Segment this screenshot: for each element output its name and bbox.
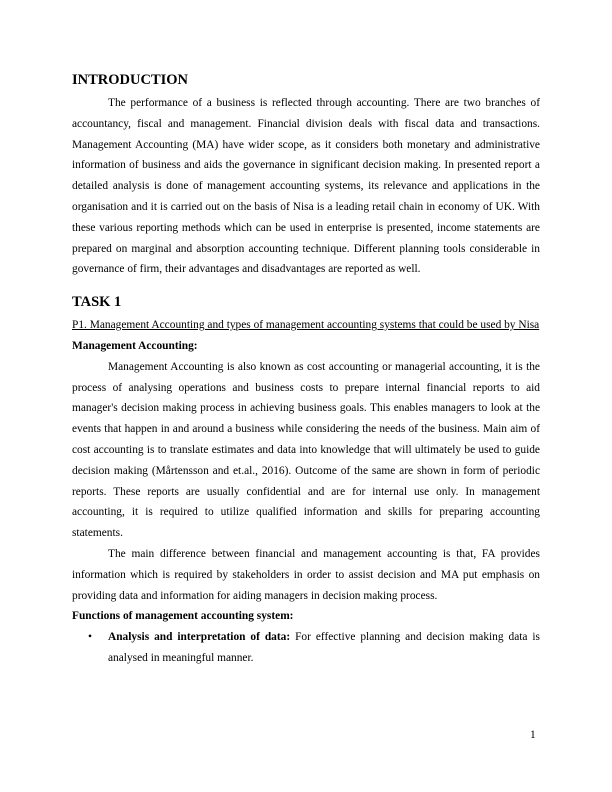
functions-heading: Functions of management accounting system: — [72, 610, 294, 623]
management-accounting-heading: Management Accounting: — [72, 339, 198, 352]
introduction-heading: INTRODUCTION — [72, 72, 189, 88]
page-number: 1 — [530, 729, 536, 741]
bullet-icon: • — [88, 631, 92, 644]
introduction-paragraph: The performance of a business is reflected through accounting. There are two branches of accountancy, fiscal and management. Financial division deals with fiscal data and transactions. Management Accounting (MA) have wider scope, as it considers both monetary and administrative information of business and aids the governance in significant decision making. In presented report a detailed analysis is done of management accounting systems, its relevance and applications in the organisation and it is carried out on the basis of Nisa is a leading retail chain in economy of UK. With these various reporting methods which can be used in enterprise is presented, income statements are prepared on marginal and absorption accounting technique. Different planning tools considerable in governance of firm, their advantages and disadvantages are reported as well. — [72, 97, 540, 276]
task-1-subtitle: P1. Management Accounting and types of management accounting systems that could be used by Nisa — [72, 319, 540, 332]
function-title: Analysis and interpretation of data: — [108, 631, 291, 644]
functions-list-item — [72, 627, 540, 669]
management-accounting-paragraph-1: Management Accounting is also known as cost accounting or managerial accounting, it is the process of analysing operations and business costs to prepare internal financial reports to aid manager's decision making process in achieving business goals. This enables managers to look at the events that happen in and around a business while considering the needs of the business. Main aim of cost accounting is to translate estimates and data into knowledge that will ultimately be used to guide decision making (Mårtensson and et.al., 2016). Outcome of the same are shown in form of periodic reports. These reports are usually confidential and are for internal use only. In management accounting, it is required to utilize qualified information and skills for preparing accounting statements. — [72, 360, 540, 540]
page-content — [72, 71, 540, 669]
task-1-heading: TASK 1 — [72, 294, 122, 311]
functions-list — [72, 627, 540, 669]
management-accounting-paragraph-2: The main difference between financial and management accounting is that, FA provides information which is required by stakeholders in order to assist decision and MA put emphasis on providing data and information for aiding managers in decision making process. — [72, 547, 540, 602]
function-text: For effective planning and decision making data is analysed in meaningful manner. — [108, 631, 540, 664]
